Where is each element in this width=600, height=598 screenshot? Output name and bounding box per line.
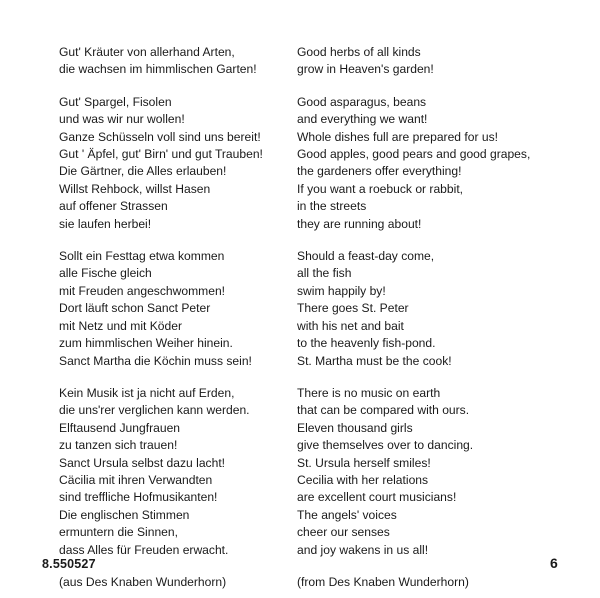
verse-line: The angels' voices xyxy=(297,507,397,522)
verse-line: Sanct Martha die Köchin muss sein! xyxy=(59,353,252,368)
verse-line: Kein Musik ist ja nicht auf Erden, xyxy=(59,385,235,400)
verse-line: Sanct Ursula selbst dazu lacht! xyxy=(59,455,226,470)
german-stanza-4 xyxy=(59,385,279,559)
german-source-credit: (aus Des Knaben Wunderhorn) xyxy=(59,574,227,589)
verse-line: Gut ' Äpfel, gut' Birn' und gut Trauben! xyxy=(59,147,263,162)
verse-line: swim happily by! xyxy=(297,283,386,298)
english-stanza-2 xyxy=(297,94,547,233)
verse-line: to the heavenly fish-pond. xyxy=(297,336,436,351)
verse-line: die wachsen im himmlischen Garten! xyxy=(59,62,257,77)
english-stanza-1 xyxy=(297,44,547,79)
english-stanza-3 xyxy=(297,248,547,370)
verse-line: Die englischen Stimmen xyxy=(59,507,190,522)
english-text-column xyxy=(297,44,547,591)
verse-line: are excellent court musicians! xyxy=(297,490,457,505)
verse-line: Good herbs of all kinds xyxy=(297,45,421,59)
german-stanza-1 xyxy=(59,44,279,79)
verse-line: There goes St. Peter xyxy=(297,301,409,316)
verse-line: Good apples, good pears and good grapes, xyxy=(297,147,531,162)
german-stanza-3 xyxy=(59,248,279,370)
verse-line: with his net and bait xyxy=(297,318,404,333)
verse-line: dass Alles für Freuden erwacht. xyxy=(59,542,229,557)
verse-line: they are running about! xyxy=(297,216,422,231)
verse-line: sind treffliche Hofmusikanten! xyxy=(59,490,218,505)
verse-line: grow in Heaven's garden! xyxy=(297,62,434,77)
verse-line: Elftausend Jungfrauen xyxy=(59,420,181,435)
verse-line: Eleven thousand girls xyxy=(297,420,413,435)
verse-line: There is no music on earth xyxy=(297,385,441,400)
verse-line: Cecilia with her relations xyxy=(297,472,429,487)
verse-line: zu tanzen sich trauen! xyxy=(59,438,178,453)
verse-line: St. Martha must be the cook! xyxy=(297,353,452,368)
german-text-column xyxy=(59,44,279,591)
english-source-credit: (from Des Knaben Wunderhorn) xyxy=(297,574,469,589)
verse-line: Sollt ein Festtag etwa kommen xyxy=(59,249,225,264)
verse-line: ermuntern die Sinnen, xyxy=(59,525,178,540)
verse-line: in the streets xyxy=(297,199,367,214)
verse-line: cheer our senses xyxy=(297,525,390,540)
verse-line: Gut' Spargel, Fisolen xyxy=(59,94,172,109)
verse-line: Should a feast-day come, xyxy=(297,249,435,264)
verse-line: Gut' Kräuter von allerhand Arten, xyxy=(59,45,235,59)
verse-line: and joy wakens in us all! xyxy=(297,542,429,557)
verse-line: St. Ursula herself smiles! xyxy=(297,455,431,470)
verse-line: zum himmlischen Weiher hinein. xyxy=(59,336,233,351)
verse-line: Dort läuft schon Sanct Peter xyxy=(59,301,211,316)
verse-line: all the fish xyxy=(297,266,352,281)
verse-line: mit Netz und mit Köder xyxy=(59,318,182,333)
verse-line: auf offener Strassen xyxy=(59,199,168,214)
verse-line: Cäcilia mit ihren Verwandten xyxy=(59,472,213,487)
verse-line: und was wir nur wollen! xyxy=(59,112,185,127)
verse-line: the gardeners offer everything! xyxy=(297,164,462,179)
verse-line: Die Gärtner, die Alles erlauben! xyxy=(59,164,227,179)
verse-line: sie laufen herbei! xyxy=(59,216,152,231)
german-stanza-2 xyxy=(59,94,279,233)
verse-line: give themselves over to dancing. xyxy=(297,438,474,453)
verse-line: die uns'rer verglichen kann werden. xyxy=(59,403,250,418)
verse-line: and everything we want! xyxy=(297,112,428,127)
verse-line: mit Freuden angeschwommen! xyxy=(59,283,226,298)
verse-line: Good asparagus, beans xyxy=(297,94,427,109)
english-stanza-4 xyxy=(297,385,547,559)
catalog-number: 8.550527 xyxy=(42,557,96,571)
verse-line: Ganze Schüsseln voll sind uns bereit! xyxy=(59,129,261,144)
verse-line: Whole dishes full are prepared for us! xyxy=(297,129,498,144)
verse-line: alle Fische gleich xyxy=(59,266,152,281)
verse-line: Willst Rehbock, willst Hasen xyxy=(59,181,211,196)
verse-line: If you want a roebuck or rabbit, xyxy=(297,181,464,196)
page-number: 6 xyxy=(550,555,558,571)
verse-line: that can be compared with ours. xyxy=(297,403,470,418)
